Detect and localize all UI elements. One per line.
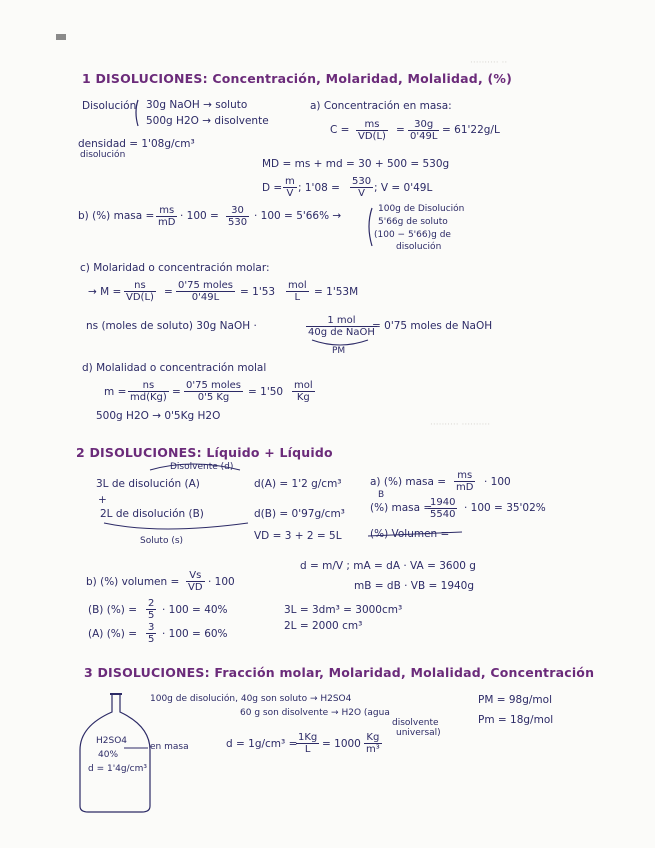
ns-result: = 0'75 moles de NaOH bbox=[372, 320, 493, 332]
bleed-through-text: ·········· ·· bbox=[470, 58, 508, 68]
density-line: densidad = 1'08g/cm³ bbox=[78, 138, 195, 150]
s3-dens-lhs: d = 1g/cm³ = bbox=[226, 738, 298, 750]
d-lhs: m = bbox=[104, 386, 127, 398]
a-num: ms bbox=[356, 119, 388, 131]
s2-b-b-result: · 100 = 40% bbox=[162, 604, 228, 616]
dens-result: ; V = 0'49L bbox=[374, 182, 433, 194]
bleed-through-text: ·········· ·········· bbox=[430, 420, 491, 430]
dens-den: V bbox=[286, 188, 294, 199]
b-note-2: 5'66g de soluto bbox=[378, 217, 448, 227]
soluto-label: Soluto (s) bbox=[140, 536, 184, 546]
b-note-3: (100 − 5'66)g de bbox=[374, 230, 451, 240]
dens-b: d(B) = 0'97g/cm³ bbox=[254, 508, 345, 520]
section-2-title: 2 DISOLUCIONES: Líquido + Líquido bbox=[76, 445, 333, 460]
bottle-label-2: 40% bbox=[98, 750, 119, 760]
disolvente-label: Disolvente (d) bbox=[170, 462, 234, 472]
bottle-arrow-label: en masa bbox=[150, 742, 189, 752]
ns-num: 1 mol bbox=[306, 315, 377, 327]
c-mid: = 1'53 bbox=[240, 286, 276, 298]
solute-line: 30g NaOH → soluto bbox=[146, 99, 248, 111]
s2-a-den1: mD bbox=[456, 482, 474, 493]
s2-a-result: · 100 = 35'02% bbox=[464, 502, 546, 514]
c-fraction-3 bbox=[286, 280, 309, 303]
c-fraction-2 bbox=[176, 280, 235, 303]
bottle-label-1: H2SO4 bbox=[96, 736, 128, 746]
s3-line-1: 100g de disolución, 40g son soluto → H2SO4 bbox=[150, 694, 352, 704]
d-num2: 0'75 moles bbox=[186, 380, 242, 391]
s2-mb-line: mB = dB · VB = 1940g bbox=[354, 580, 475, 592]
a-value-fraction bbox=[408, 119, 439, 142]
c-lhs: → M = bbox=[88, 286, 122, 298]
s3-dens-den: L bbox=[304, 744, 311, 755]
s2-b-b-fraction bbox=[146, 598, 156, 621]
s3-pm-2: Pm = 18g/mol bbox=[478, 714, 554, 726]
d-den2: 0'5 Kg bbox=[197, 392, 230, 403]
c-eq: = bbox=[164, 286, 173, 298]
line-a: 3L de disolución (A) bbox=[96, 478, 200, 490]
ns-pm: PM bbox=[332, 346, 346, 356]
s2-a-b-marker: B bbox=[378, 490, 385, 500]
ns-fraction bbox=[306, 315, 377, 338]
s2-a-label: a) (%) masa = bbox=[370, 476, 447, 488]
ns-label: ns (moles de soluto) 30g NaOH · bbox=[86, 320, 257, 332]
s2-b-b-lhs: (B) (%) = bbox=[88, 604, 138, 616]
dens-num2: 530 bbox=[352, 176, 372, 187]
s3-dens-den2: m³ bbox=[366, 744, 380, 755]
b-fraction-2 bbox=[226, 205, 249, 228]
s2-conv-1: 3L = 3dm³ = 3000cm³ bbox=[284, 604, 403, 616]
s3-dens-fraction bbox=[296, 732, 319, 755]
s3-line-2c: universal) bbox=[396, 728, 441, 738]
section-3-title: 3 DISOLUCIONES: Fracción molar, Molaridad, Molalidad, Concentración bbox=[84, 665, 595, 680]
s2-a-fraction-2 bbox=[428, 497, 457, 520]
s2-a-mid: · 100 bbox=[484, 476, 511, 488]
disolucion-label: Disolución bbox=[82, 100, 137, 112]
s2-b-num: Vs bbox=[186, 570, 205, 582]
vd-line: VD = 3 + 2 = 5L bbox=[254, 530, 342, 542]
dens-fraction-2 bbox=[350, 176, 373, 199]
a-formula-fraction bbox=[356, 119, 388, 142]
s2-b-label: b) (%) volumen = bbox=[86, 576, 180, 588]
dens-lhs: D = bbox=[262, 182, 283, 194]
s3-dens-mid: = 1000 bbox=[322, 738, 361, 750]
c-den1: VD(L) bbox=[126, 292, 154, 303]
dens-mid: ; 1'08 = bbox=[298, 182, 340, 194]
d-den1: md(Kg) bbox=[130, 392, 167, 403]
c-num1: ns bbox=[124, 280, 156, 292]
d-num1: ns bbox=[128, 380, 169, 392]
plus-sign: + bbox=[98, 494, 107, 506]
s2-b-a-num: 3 bbox=[148, 622, 155, 633]
md-line: MD = ms + md = 30 + 500 = 530g bbox=[262, 158, 450, 170]
c-den2: 0'49L bbox=[191, 292, 220, 303]
s2-d-formula: d = m/V ; mA = dA · VA = 3600 g bbox=[300, 560, 476, 572]
bottle-label-3: d = 1'4g/cm³ bbox=[88, 764, 147, 774]
dens-den2: V bbox=[358, 188, 365, 199]
s2-a-den2: 5540 bbox=[430, 509, 456, 520]
c-num3: mol bbox=[288, 280, 307, 291]
a-eq: = bbox=[396, 124, 405, 136]
section-1-title: 1 DISOLUCIONES: Concentración, Molaridad, Molalidad, (%) bbox=[82, 71, 513, 86]
s2-b-fraction bbox=[186, 570, 205, 593]
s2-a-line2-lhs: (%) masa = bbox=[370, 502, 433, 514]
s3-line-2b: disolvente bbox=[392, 718, 439, 728]
ns-den: 40g de NaOH bbox=[308, 327, 375, 338]
density-sub: disolución bbox=[80, 150, 126, 160]
b-den1: mD bbox=[158, 217, 176, 228]
s3-line-2: 60 g son disolvente → H2O (agua bbox=[240, 708, 390, 718]
line-b: 2L de disolución (B) bbox=[100, 508, 204, 520]
s2-conv-2: 2L = 2000 cm³ bbox=[284, 620, 363, 632]
s2-crossed-out: (%) Volumen = bbox=[370, 528, 450, 540]
c-fraction-1 bbox=[124, 280, 156, 303]
d-fraction-2 bbox=[184, 380, 243, 403]
s2-b-den: VD bbox=[188, 582, 203, 593]
s2-b-b-den: 5 bbox=[148, 610, 155, 621]
dens-a: d(A) = 1'2 g/cm³ bbox=[254, 478, 342, 490]
b-num2: 30 bbox=[226, 205, 249, 217]
s3-dens-num2: Kg bbox=[364, 732, 382, 744]
d-fraction-3 bbox=[292, 380, 315, 403]
s2-b-mid: · 100 bbox=[208, 576, 235, 588]
a-val-num: 30g bbox=[408, 119, 439, 131]
part-b-label: b) (%) masa = bbox=[78, 210, 155, 222]
b-result: · 100 = 5'66% → bbox=[254, 210, 342, 222]
d-fraction-1 bbox=[128, 380, 169, 403]
b-num1: ms bbox=[156, 205, 177, 217]
b-mid: · 100 = bbox=[180, 210, 219, 222]
d-den3: Kg bbox=[296, 392, 310, 403]
b-fraction-1 bbox=[156, 205, 177, 228]
s2-b-a-result: · 100 = 60% bbox=[162, 628, 228, 640]
s2-b-b-num: 2 bbox=[148, 598, 155, 609]
d-num3: mol bbox=[294, 380, 313, 391]
s2-a-num1: ms bbox=[454, 470, 475, 482]
c-num2: 0'75 moles bbox=[178, 280, 234, 291]
d-conversion: 500g H2O → 0'5Kg H2O bbox=[96, 410, 221, 422]
b-note-4: disolución bbox=[396, 242, 442, 252]
a-val-den: 0'49L bbox=[410, 131, 438, 142]
b-note-1: 100g de Disolución bbox=[378, 204, 465, 214]
dens-num: m bbox=[285, 176, 295, 187]
s3-pm-1: PM = 98g/mol bbox=[478, 694, 552, 706]
a-den: VD(L) bbox=[358, 131, 386, 142]
c-den3: L bbox=[294, 292, 301, 303]
part-a-label: a) Concentración en masa: bbox=[310, 100, 452, 112]
part-d-label: d) Molalidad o concentración molal bbox=[82, 362, 267, 374]
s2-a-num2: 1940 bbox=[430, 497, 456, 508]
a-formula-lhs: C = bbox=[330, 124, 350, 136]
c-result: = 1'53M bbox=[314, 286, 359, 298]
s2-a-fraction-1 bbox=[454, 470, 475, 493]
s2-b-a-lhs: (A) (%) = bbox=[88, 628, 138, 640]
dens-fraction bbox=[283, 176, 297, 199]
d-eq: = bbox=[172, 386, 181, 398]
part-c-label: c) Molaridad o concentración molar: bbox=[80, 262, 270, 274]
d-mid: = 1'50 bbox=[248, 386, 284, 398]
s2-b-a-fraction bbox=[146, 622, 156, 645]
a-result: = 61'22g/L bbox=[442, 124, 500, 136]
s3-dens-num: 1Kg bbox=[298, 732, 318, 743]
solvent-line: 500g H2O → disolvente bbox=[146, 115, 269, 127]
s2-b-a-den: 5 bbox=[148, 634, 155, 645]
b-den2: 530 bbox=[228, 217, 248, 228]
s3-dens-fraction-2 bbox=[364, 732, 382, 755]
